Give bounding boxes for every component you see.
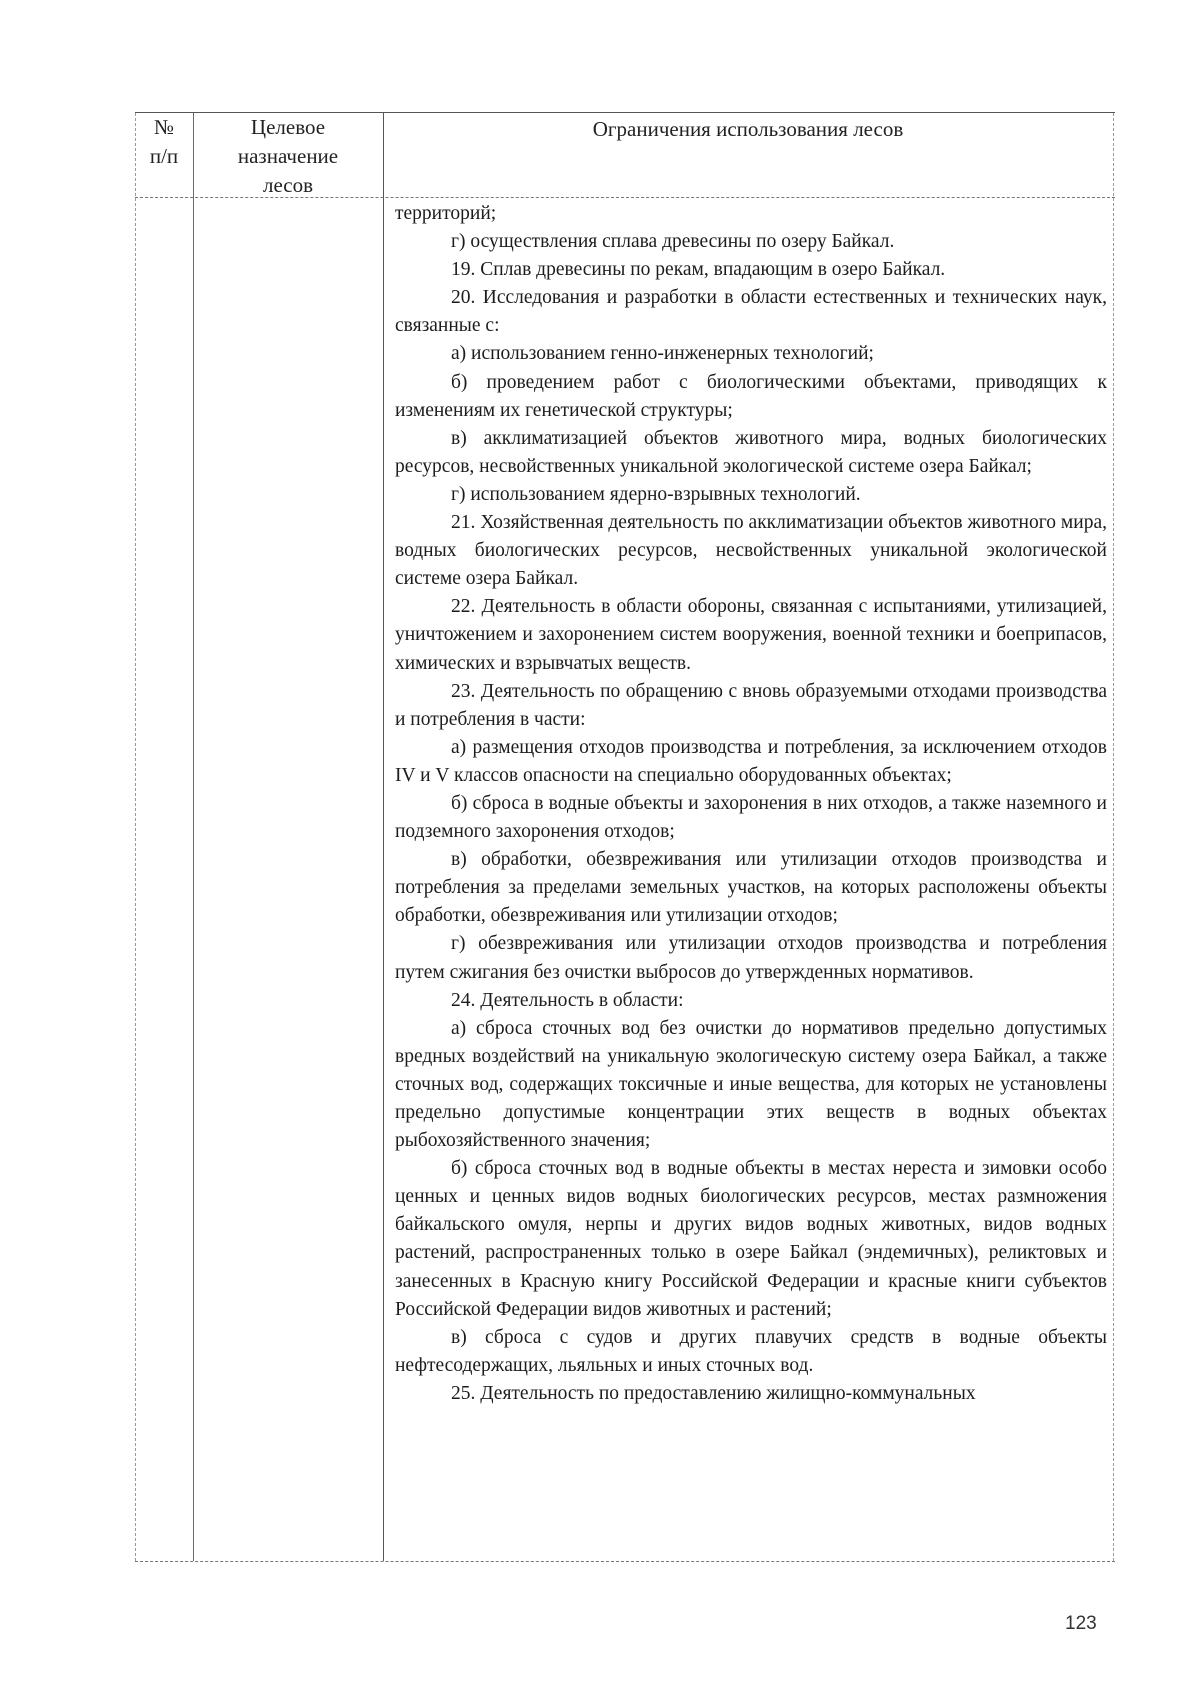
table-border-left <box>135 113 136 1561</box>
header-number-column <box>135 113 193 171</box>
paragraph: а) размещения отходов производства и потребления, за исключением отходов IV и V классов опасности на специально оборудованных объектах; <box>395 736 1107 786</box>
paragraph: а) сброса сточных вод без очистки до нормативов предельно допустимых вредных воздействий на уникальную экологическую систему озера Байкал, а также сточных вод, содержащих токсичные и иные вещества, для которых не установлены предельно допустимые концентрации этих веществ в водных объектах рыбохозяйственного значения; <box>395 1017 1107 1152</box>
header-restrictions-label: Ограничения использования лесов <box>592 117 904 141</box>
header-purpose-column <box>193 113 383 200</box>
paragraph: 22. Деятельность в области обороны, связанная с испытаниями, утилизацией, уничтожением и захоронением систем вооружения, военной техники и боеприпасов, химических и взрывчатых веществ. <box>395 596 1107 674</box>
paragraph: б) сброса в водные объекты и захоронения в них отходов, а также наземного и подземного захоронения отходов; <box>395 792 1107 843</box>
paragraph: 24. Деятельность в области: <box>451 989 684 1011</box>
paragraph: б) сброса сточных вод в водные объекты в местах нереста и зимовки особо ценных и ценных видов водных биологических ресурсов, местах размножения байкальского омуля, нерпы и других видов водных животных, видов водных растений, распространенных только в озере Байкал (эндемичных), реликтовых и занесенных в Красную книгу Российской Федерации и красные книги субъектов Российской Федерации видов животных и растений; <box>395 1158 1107 1320</box>
paragraph: б) проведением работ с биологическими объектами, приводящих к изменениям их генетической структуры; <box>395 371 1107 421</box>
paragraph: г) обезвреживания или утилизации отходов производства и потребления путем сжигания без очистки выбросов до утвержденных нормативов. <box>395 933 1107 983</box>
header-purpose-line-3: лесов <box>262 173 314 197</box>
header-number-line-1: № <box>153 115 175 139</box>
page-number: 123 <box>1065 1613 1097 1634</box>
header-purpose-line-2: назначение <box>237 144 339 168</box>
paragraph: 20. Исследования и разработки в области естественных и технических наук, связанные с: <box>395 287 1107 337</box>
paragraph: 19. Сплав древесины по рекам, впадающим в озеро Байкал. <box>451 259 946 281</box>
paragraph: г) осуществления сплава древесины по озеру Байкал. <box>451 231 895 253</box>
header-restrictions-column <box>383 113 1113 144</box>
header-number-line-2: п/п <box>149 144 179 168</box>
restrictions-text <box>395 200 1107 1408</box>
paragraph: г) использованием ядерно-взрывных технологий. <box>451 483 861 505</box>
paragraph: в) сброса с судов и других плавучих средств в водные объекты нефтесодержащих, льяльных и иных сточных вод. <box>395 1326 1107 1376</box>
paragraph: 23. Деятельность по обращению с вновь образуемыми отходами производства и потребления в части: <box>395 680 1107 730</box>
header-purpose-line-1: Целевое <box>250 115 326 139</box>
paragraph: в) акклиматизацией объектов животного мира, водных биологических ресурсов, несвойственных уникальной экологической системе озера Байкал; <box>395 427 1107 477</box>
paragraph: в) обработки, обезвреживания или утилизации отходов производства и потребления за пределами земельных участков, на которых расположены объекты обработки, обезвреживания или утилизации отходов; <box>395 849 1107 927</box>
column-divider-2 <box>383 113 384 1561</box>
paragraph: а) использованием генно-инженерных технологий; <box>451 343 874 365</box>
paragraph: 25. Деятельность по предоставлению жилищно-коммунальных <box>451 1382 976 1404</box>
paragraph: 21. Хозяйственная деятельность по акклиматизации объектов животного мира, водных биологических ресурсов, несвойственных уникальной экологической системе озера Байкал. <box>395 512 1107 590</box>
restrictions-table <box>135 112 1115 1562</box>
column-divider-1 <box>193 113 194 1561</box>
table-border-right <box>1113 113 1114 1561</box>
paragraph: территорий; <box>395 203 497 224</box>
